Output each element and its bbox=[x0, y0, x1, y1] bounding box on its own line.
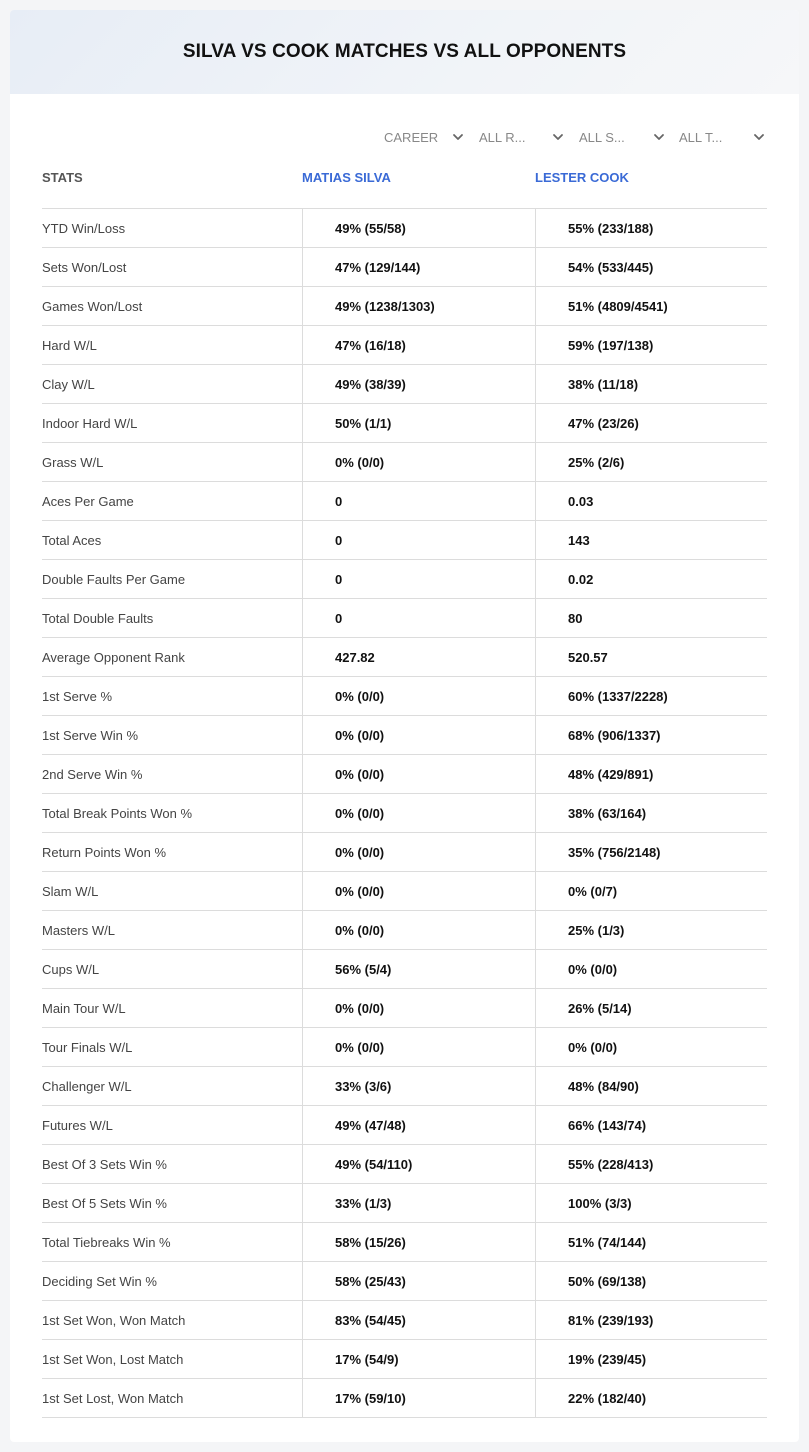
tournament-filter-value: ALL T... bbox=[679, 129, 723, 145]
player2-value: 0% (0/7) bbox=[535, 872, 767, 910]
player1-value: 0% (0/0) bbox=[302, 989, 535, 1027]
stat-label: Average Opponent Rank bbox=[42, 649, 185, 665]
chevron-down-icon bbox=[753, 131, 765, 143]
player2-value: 100% (3/3) bbox=[535, 1184, 767, 1222]
tournament-filter[interactable] bbox=[679, 126, 765, 148]
chevron-down-icon bbox=[653, 131, 665, 143]
stat-label: Cups W/L bbox=[42, 961, 100, 977]
table-row bbox=[42, 1067, 767, 1106]
player2-value: 19% (239/45) bbox=[535, 1340, 767, 1378]
player2-value: 47% (23/26) bbox=[535, 404, 767, 442]
player2-value: 59% (197/138) bbox=[535, 326, 767, 364]
player1-value: 17% (54/9) bbox=[302, 1340, 535, 1378]
player1-value: 0 bbox=[302, 521, 535, 559]
table-row bbox=[42, 911, 767, 950]
table-row bbox=[42, 1301, 767, 1340]
table-row bbox=[42, 1340, 767, 1379]
player2-value: 26% (5/14) bbox=[535, 989, 767, 1027]
player2-value: 143 bbox=[535, 521, 767, 559]
round-filter-value: ALL R... bbox=[479, 129, 526, 145]
stat-label: Total Double Faults bbox=[42, 610, 154, 626]
player2-link[interactable]: LESTER COOK bbox=[535, 170, 629, 185]
stat-label: Games Won/Lost bbox=[42, 298, 143, 314]
stat-label: Grass W/L bbox=[42, 454, 104, 470]
card-header bbox=[10, 10, 799, 94]
stat-label: Challenger W/L bbox=[42, 1078, 132, 1094]
chevron-down-icon bbox=[452, 131, 464, 143]
player1-value: 58% (25/43) bbox=[302, 1262, 535, 1300]
stat-label: Return Points Won % bbox=[42, 844, 167, 860]
stat-label: Indoor Hard W/L bbox=[42, 415, 138, 431]
player2-value: 60% (1337/2228) bbox=[535, 677, 767, 715]
table-row bbox=[42, 287, 767, 326]
table-row bbox=[42, 443, 767, 482]
stat-label: Double Faults Per Game bbox=[42, 571, 186, 587]
player2-value: 38% (63/164) bbox=[535, 794, 767, 832]
stats-column-header: STATS bbox=[42, 170, 83, 185]
player2-value: 48% (429/891) bbox=[535, 755, 767, 793]
table-row bbox=[42, 677, 767, 716]
player2-value: 51% (74/144) bbox=[535, 1223, 767, 1261]
table-row bbox=[42, 1145, 767, 1184]
stat-label: Total Break Points Won % bbox=[42, 805, 193, 821]
stat-label: YTD Win/Loss bbox=[42, 220, 126, 236]
table-row bbox=[42, 599, 767, 638]
period-filter[interactable] bbox=[384, 126, 464, 148]
stat-label: Best Of 3 Sets Win % bbox=[42, 1156, 167, 1172]
player1-value: 83% (54/45) bbox=[302, 1301, 535, 1339]
stat-label: Deciding Set Win % bbox=[42, 1273, 157, 1289]
player1-value: 56% (5/4) bbox=[302, 950, 535, 988]
player2-value: 0.02 bbox=[535, 560, 767, 598]
stat-label: Total Tiebreaks Win % bbox=[42, 1234, 171, 1250]
filter-bar bbox=[10, 126, 799, 148]
player2-value: 68% (906/1337) bbox=[535, 716, 767, 754]
stat-label: Sets Won/Lost bbox=[42, 259, 127, 275]
stat-label: Main Tour W/L bbox=[42, 1000, 126, 1016]
table-row bbox=[42, 560, 767, 599]
stat-label: 2nd Serve Win % bbox=[42, 766, 143, 782]
player2-value: 54% (533/445) bbox=[535, 248, 767, 286]
table-row bbox=[42, 638, 767, 677]
player1-value: 47% (16/18) bbox=[302, 326, 535, 364]
table-row bbox=[42, 209, 767, 248]
stat-label: 1st Set Won, Won Match bbox=[42, 1312, 186, 1328]
stat-label: Masters W/L bbox=[42, 922, 115, 938]
player2-value: 520.57 bbox=[535, 638, 767, 676]
stat-label: Slam W/L bbox=[42, 883, 99, 899]
player1-value: 33% (1/3) bbox=[302, 1184, 535, 1222]
player1-value: 58% (15/26) bbox=[302, 1223, 535, 1261]
table-row bbox=[42, 482, 767, 521]
table-row bbox=[42, 1262, 767, 1301]
player1-value: 0 bbox=[302, 482, 535, 520]
stat-label: Futures W/L bbox=[42, 1117, 113, 1133]
player1-link[interactable]: MATIAS SILVA bbox=[302, 170, 391, 185]
chevron-down-icon bbox=[552, 131, 564, 143]
player2-value: 0% (0/0) bbox=[535, 1028, 767, 1066]
player2-value: 50% (69/138) bbox=[535, 1262, 767, 1300]
stat-label: 1st Set Lost, Won Match bbox=[42, 1390, 184, 1406]
player1-value: 0% (0/0) bbox=[302, 755, 535, 793]
player1-value: 0% (0/0) bbox=[302, 1028, 535, 1066]
surface-filter-value: ALL S... bbox=[579, 129, 625, 145]
player1-value: 33% (3/6) bbox=[302, 1067, 535, 1105]
player1-value: 50% (1/1) bbox=[302, 404, 535, 442]
stat-label: Aces Per Game bbox=[42, 493, 134, 509]
player2-value: 66% (143/74) bbox=[535, 1106, 767, 1144]
player1-value: 0% (0/0) bbox=[302, 833, 535, 871]
player1-value: 427.82 bbox=[302, 638, 535, 676]
stat-label: 1st Serve Win % bbox=[42, 727, 139, 743]
player2-value: 0.03 bbox=[535, 482, 767, 520]
player2-value: 35% (756/2148) bbox=[535, 833, 767, 871]
stat-label: Hard W/L bbox=[42, 337, 97, 353]
player2-value: 51% (4809/4541) bbox=[535, 287, 767, 325]
table-row bbox=[42, 248, 767, 287]
table-row bbox=[42, 989, 767, 1028]
player1-value: 49% (47/48) bbox=[302, 1106, 535, 1144]
table-row bbox=[42, 1028, 767, 1067]
table-row bbox=[42, 833, 767, 872]
period-filter-value: CAREER bbox=[384, 129, 439, 145]
player1-value: 49% (38/39) bbox=[302, 365, 535, 403]
stats-card bbox=[10, 10, 799, 1442]
table-row bbox=[42, 1223, 767, 1262]
player2-value: 25% (1/3) bbox=[535, 911, 767, 949]
table-row bbox=[42, 404, 767, 443]
player1-value: 0% (0/0) bbox=[302, 677, 535, 715]
player2-value: 81% (239/193) bbox=[535, 1301, 767, 1339]
round-filter[interactable] bbox=[479, 126, 564, 148]
player1-value: 0% (0/0) bbox=[302, 443, 535, 481]
stat-label: Total Aces bbox=[42, 532, 102, 548]
table-row bbox=[42, 1184, 767, 1223]
player2-value: 22% (182/40) bbox=[535, 1379, 767, 1417]
table-row bbox=[42, 872, 767, 911]
stat-label: Best Of 5 Sets Win % bbox=[42, 1195, 167, 1211]
stat-label: Tour Finals W/L bbox=[42, 1039, 133, 1055]
player1-value: 17% (59/10) bbox=[302, 1379, 535, 1417]
player2-value: 25% (2/6) bbox=[535, 443, 767, 481]
player1-value: 49% (1238/1303) bbox=[302, 287, 535, 325]
player1-value: 47% (129/144) bbox=[302, 248, 535, 286]
player2-value: 0% (0/0) bbox=[535, 950, 767, 988]
stat-label: 1st Serve % bbox=[42, 688, 113, 704]
player2-value: 48% (84/90) bbox=[535, 1067, 767, 1105]
player2-value: 55% (233/188) bbox=[535, 209, 767, 247]
player2-value: 38% (11/18) bbox=[535, 365, 767, 403]
player1-value: 0% (0/0) bbox=[302, 716, 535, 754]
player1-value: 0 bbox=[302, 560, 535, 598]
player1-value: 49% (54/110) bbox=[302, 1145, 535, 1183]
player1-value: 0% (0/0) bbox=[302, 794, 535, 832]
player1-value: 0 bbox=[302, 599, 535, 637]
player2-value: 80 bbox=[535, 599, 767, 637]
table-row bbox=[42, 794, 767, 833]
player2-value: 55% (228/413) bbox=[535, 1145, 767, 1183]
table-row bbox=[42, 365, 767, 404]
stat-label: 1st Set Won, Lost Match bbox=[42, 1351, 184, 1367]
player1-value: 0% (0/0) bbox=[302, 872, 535, 910]
player1-value: 0% (0/0) bbox=[302, 911, 535, 949]
stat-label: Clay W/L bbox=[42, 376, 95, 392]
table-row bbox=[42, 1106, 767, 1145]
player1-value: 49% (55/58) bbox=[302, 209, 535, 247]
table-row bbox=[42, 326, 767, 365]
page-title: SILVA VS COOK MATCHES VS ALL OPPONENTS bbox=[182, 41, 627, 62]
table-row bbox=[42, 716, 767, 755]
stats-table bbox=[42, 208, 767, 1418]
table-row bbox=[42, 1379, 767, 1418]
surface-filter[interactable] bbox=[579, 126, 665, 148]
table-row bbox=[42, 521, 767, 560]
table-row bbox=[42, 755, 767, 794]
table-row bbox=[42, 950, 767, 989]
